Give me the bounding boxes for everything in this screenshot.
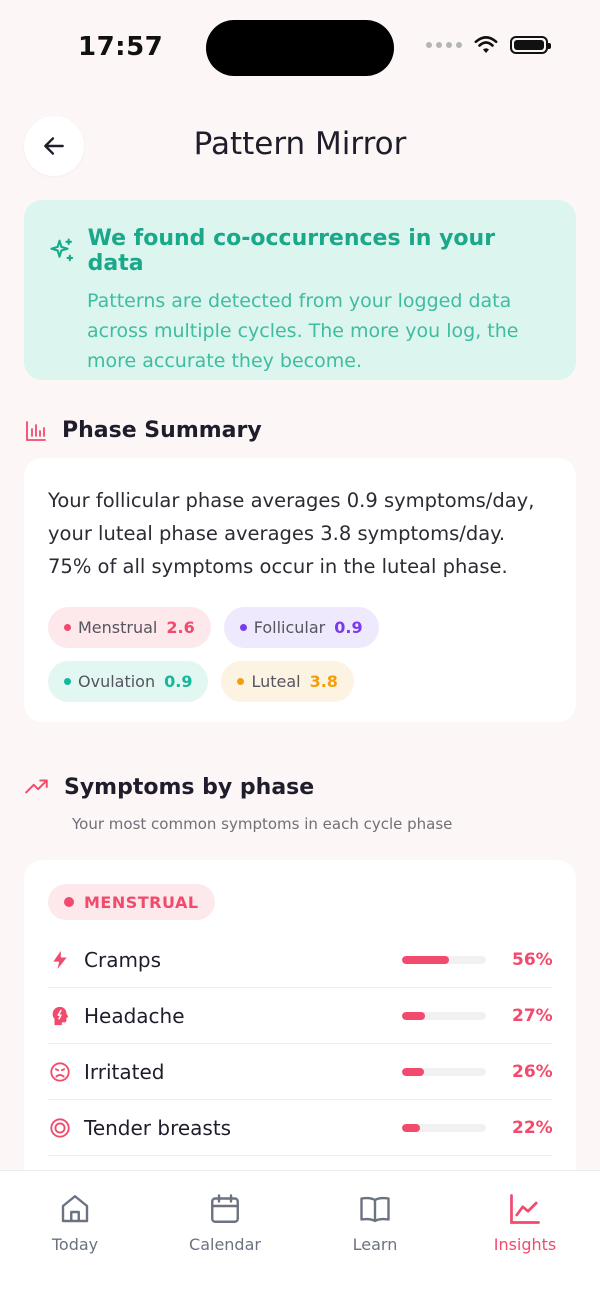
symptom-name: Cramps [84, 947, 162, 972]
calendar-icon [207, 1191, 243, 1227]
tab-learn[interactable] [300, 1171, 450, 1305]
frown-face-icon [48, 1060, 72, 1084]
luteal-dot [237, 678, 244, 685]
phase-summary-card [24, 458, 576, 722]
symptom-row[interactable] [48, 988, 552, 1044]
tab-label: Learn [352, 1235, 398, 1254]
chip-menstrual[interactable] [48, 607, 211, 648]
phase-pill-menstrual [48, 884, 215, 920]
bar-chart-icon [24, 419, 48, 443]
chip-value: 2.6 [166, 618, 195, 637]
tab-insights[interactable] [450, 1171, 600, 1305]
chart-line-icon [507, 1191, 543, 1227]
tab-today[interactable] [0, 1171, 150, 1305]
status-time: 17:57 [78, 32, 164, 62]
symptom-percent: 26% [512, 1061, 553, 1082]
sparkles-icon [48, 237, 76, 265]
page-title: Pattern Mirror [193, 126, 407, 162]
chip-label: Follicular [253, 618, 326, 637]
phase-summary-text: Your follicular phase averages 0.9 symptoms/day, your luteal phase averages 3.8 symptoms/day. 75% of all symptoms occur in the luteal phase. [48, 489, 535, 578]
symptoms-title: Symptoms by phase [64, 774, 315, 800]
symptom-bar [402, 956, 486, 964]
phase-pill-label: MENSTRUAL [84, 892, 199, 912]
symptom-list [48, 932, 552, 1156]
follicular-dot [240, 624, 247, 631]
chip-value: 0.9 [334, 618, 363, 637]
symptom-bar [402, 1068, 486, 1076]
symptoms-subtitle: Your most common symptoms in each cycle phase [72, 815, 453, 833]
chip-label: Ovulation [78, 672, 156, 691]
symptom-bar [402, 1012, 486, 1020]
chip-value: 0.9 [164, 672, 193, 691]
book-icon [357, 1191, 393, 1227]
status-icons [426, 36, 548, 54]
wifi-icon [474, 36, 498, 54]
symptom-row[interactable] [48, 1044, 552, 1100]
symptom-bar [402, 1124, 486, 1132]
symptoms-heading [24, 774, 314, 800]
battery-icon [510, 36, 548, 54]
chip-label: Luteal [251, 672, 301, 691]
ovulation-dot [64, 678, 71, 685]
chip-follicular[interactable] [224, 607, 379, 648]
phase-summary-heading [24, 418, 262, 443]
tab-label: Today [51, 1235, 99, 1254]
tab-label: Calendar [189, 1235, 261, 1254]
symptom-name: Headache [84, 1003, 185, 1028]
phase-summary-title: Phase Summary [62, 418, 262, 443]
trending-up-icon [24, 774, 50, 800]
phase-chips [48, 607, 552, 702]
head-icon [48, 1004, 72, 1028]
tab-label: Insights [493, 1235, 557, 1254]
chip-value: 3.8 [309, 672, 338, 691]
home-icon [57, 1191, 93, 1227]
chip-label: Menstrual [78, 618, 158, 637]
target-circle-icon [48, 1116, 72, 1140]
symptom-percent: 27% [512, 1005, 553, 1026]
info-banner [24, 200, 576, 380]
chip-luteal[interactable] [221, 661, 353, 702]
symptom-name: Irritated [84, 1059, 165, 1084]
menstrual-dot [64, 897, 74, 907]
menstrual-dot [64, 624, 71, 631]
dynamic-island [206, 20, 394, 76]
symptom-row[interactable] [48, 932, 552, 988]
tab-calendar[interactable] [150, 1171, 300, 1305]
symptom-row[interactable] [48, 1100, 552, 1156]
banner-title: We found co-occurrences in your data [87, 226, 496, 276]
symptom-percent: 56% [512, 949, 553, 970]
lightning-icon [48, 948, 72, 972]
symptom-percent: 22% [512, 1117, 553, 1138]
bottom-tab-bar [0, 1170, 600, 1305]
status-bar [0, 0, 600, 96]
signal-icon [426, 42, 462, 48]
chip-ovulation[interactable] [48, 661, 208, 702]
banner-text: Patterns are detected from your logged data across multiple cycles. The more you log, the more accurate they become. [87, 290, 519, 372]
symptom-name: Tender breasts [84, 1115, 232, 1140]
